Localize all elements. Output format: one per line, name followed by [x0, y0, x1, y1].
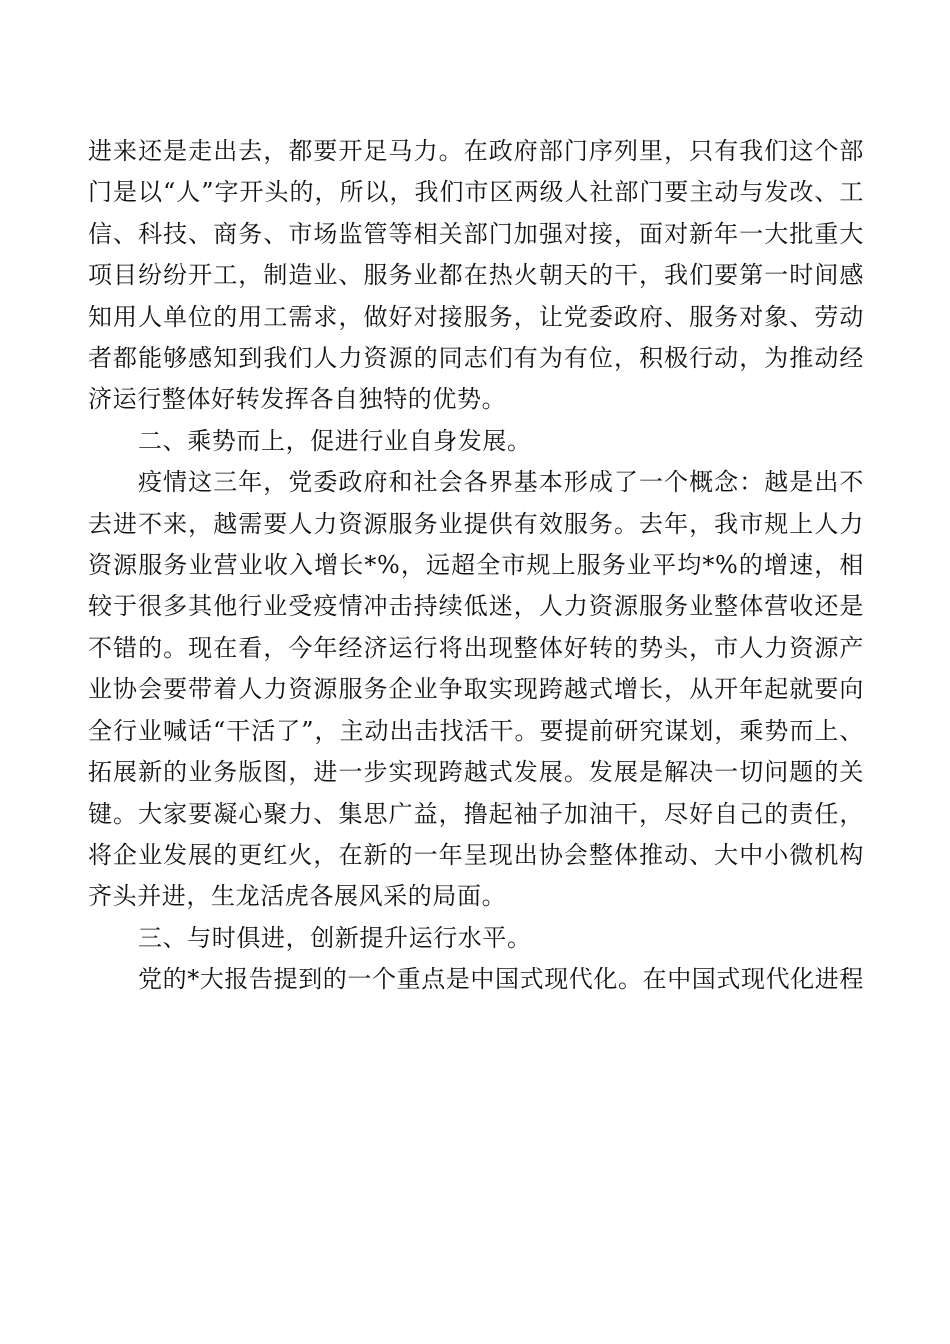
paragraph-section-2: 疫情这三年，党委政府和社会各界基本形成了一个概念：越是出不去进不来，越需要人力资源服务业提供有效服务。去年，我市规上人力资源服务业营业收入增长*%，远超全市规上服务业平均*%的增速，相较于很多其他行业受疫情冲击持续低迷，人力资源服务业整体营收还是不错的。现在看，今年经济运行将出现整体好转的势头，市人力资源产业协会要带着人力资源服务企业争取实现跨越式增长，从开年起就要向全行业喊话“干活了”，主动出击找活干。要提前研究谋划，乘势而上、拓展新的业务版图，进一步实现跨越式发展。发展是解决一切问题的关键。大家要凝心聚力、集思广益，撸起袖子加油干，尽好自己的责任，将企业发展的更红火，在新的一年呈现出协会整体推动、大中小微机构齐头并进，生龙活虎各展风采的局面。: [88, 468, 864, 911]
section-heading-2: 二、乘势而上，促进行业自身发展。: [138, 426, 532, 455]
paragraph-continuation: 进来还是走出去，都要开足马力。在政府部门序列里，只有我们这个部门是以“人”字开头的，所以，我们市区两级人社部门要主动与发改、工信、科技、商务、市场监管等相关部门加强对接，面对新年一大批重大项目纷纷开工，制造业、服务业都在热火朝天的干，我们要第一时间感知用人单位的用工需求，做好对接服务，让党委政府、服务对象、劳动者都能够感知到我们人力资源的同志们有为有位，积极行动，为推动经济运行整体好转发挥各自独特的优势。: [88, 137, 864, 414]
section-heading-3: 三、与时俱进，创新提升运行水平。: [138, 923, 532, 952]
document-body: [88, 131, 864, 1001]
paragraph-section-3: 党的*大报告提到的一个重点是中国式现代化。在中国式现代化进程: [138, 965, 864, 994]
